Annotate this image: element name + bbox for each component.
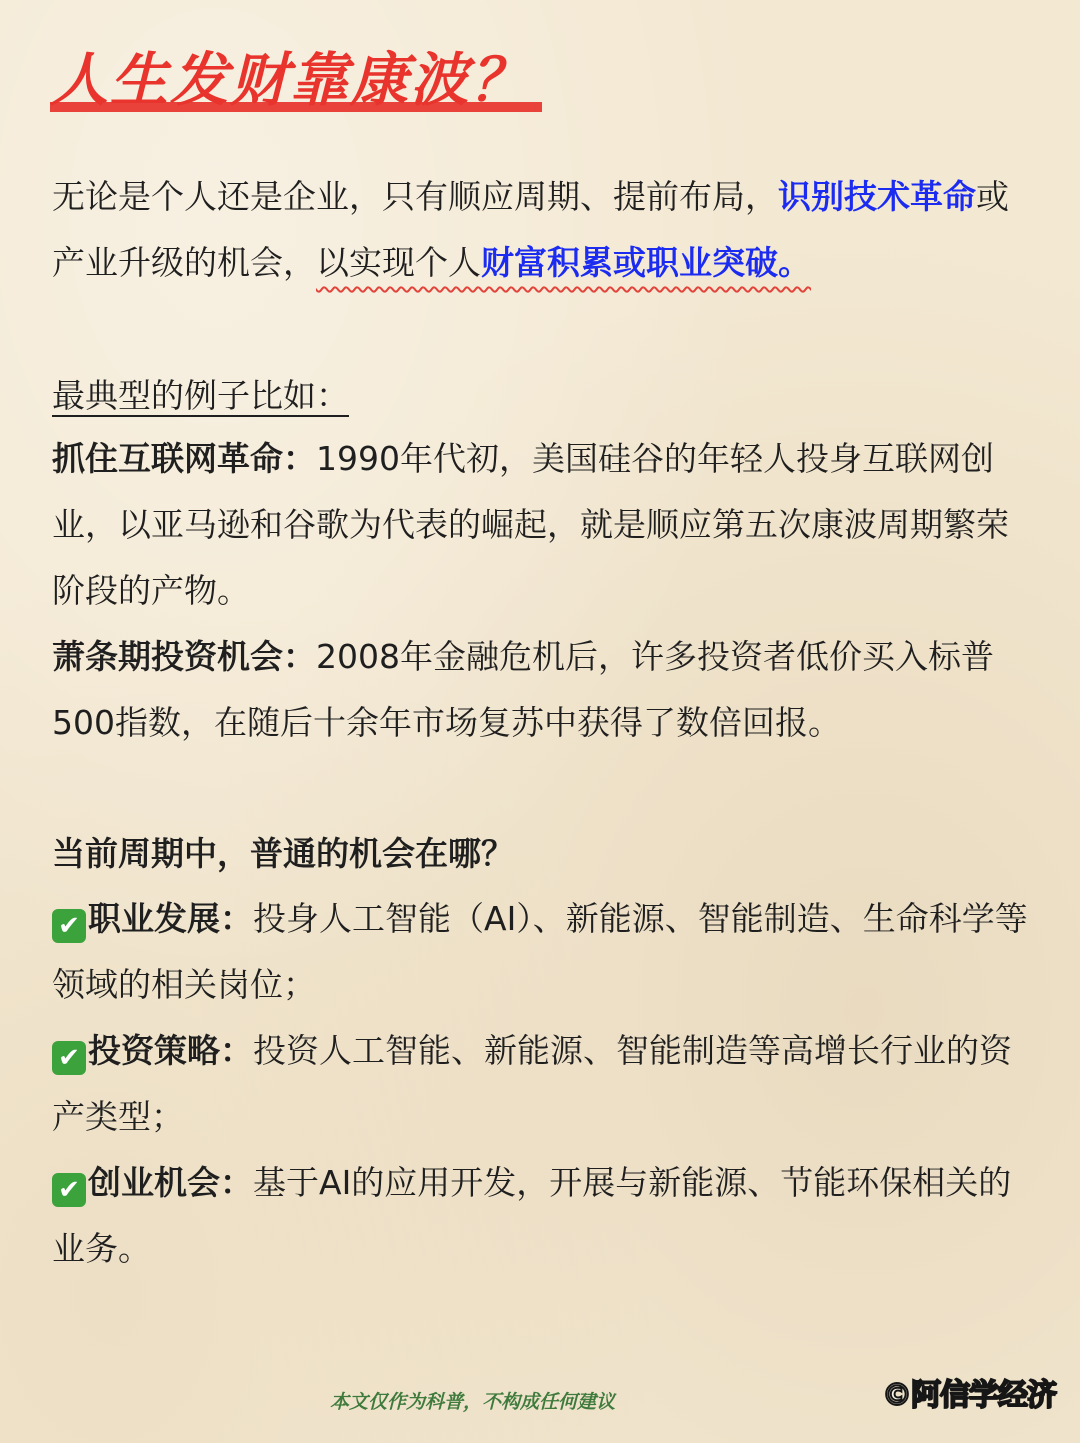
opportunities-list: [52, 886, 1032, 1282]
examples-list: [52, 426, 1032, 756]
opportunity-item: [52, 1150, 1032, 1282]
intro-paragraph: [52, 164, 1032, 296]
intro-text: 无论是个人还是企业，只有顺应周期、提前布局，: [52, 177, 778, 216]
opportunity-label: 创业机会：: [88, 1163, 253, 1202]
page-title: 人生发财靠康波？: [50, 46, 531, 114]
intro-text: 以实现个人: [316, 243, 481, 282]
title-area: [50, 40, 530, 120]
opportunity-item: [52, 1018, 1032, 1150]
opportunity-text: 投身人工智能（AI）、新能源、智能制造、生命科学等领域的相关岗位；: [52, 899, 1028, 1004]
intro-wavy-underline: [316, 243, 811, 282]
check-icon: ✔: [52, 1173, 86, 1207]
opportunity-text: 投资人工智能、新能源、智能制造等高增长行业的资产类型；: [52, 1031, 1012, 1136]
example-item: [52, 624, 1032, 756]
opportunity-item: [52, 886, 1032, 1018]
intro-highlight-tech: 识别技术革命: [778, 177, 976, 216]
example-text: 2008年金融危机后，许多投资者低价买入标普500指数，在随后十余年市场复苏中获得了数倍回报。: [52, 637, 994, 742]
intro-highlight-wealth: 财富积累或职业突破。: [481, 243, 811, 282]
examples-heading: 最典型的例子比如：: [52, 376, 349, 415]
example-text: 1990年代初，美国硅谷的年轻人投身互联网创业，以亚马逊和谷歌为代表的崛起，就是顺应第五次康波周期繁荣阶段的产物。: [52, 439, 1009, 610]
opportunity-text: 基于AI的应用开发，开展与新能源、节能环保相关的业务。: [52, 1163, 1012, 1268]
opportunity-label: 职业发展：: [88, 899, 253, 938]
intro-text: 或产业升级的机会，: [52, 177, 1009, 282]
example-label: 抓住互联网革命：: [52, 439, 316, 478]
check-icon: ✔: [52, 1041, 86, 1075]
opportunity-label: 投资策略：: [88, 1031, 253, 1070]
opportunities-heading: 当前周期中，普通的机会在哪？: [52, 834, 514, 873]
example-item: [52, 426, 1032, 624]
disclaimer-text: 本文仅作为科普，不构成任何建议: [330, 1391, 616, 1413]
example-label: 萧条期投资机会：: [52, 637, 316, 676]
author-watermark: ©阿信学经济: [882, 1378, 1056, 1413]
check-icon: ✔: [52, 909, 86, 943]
